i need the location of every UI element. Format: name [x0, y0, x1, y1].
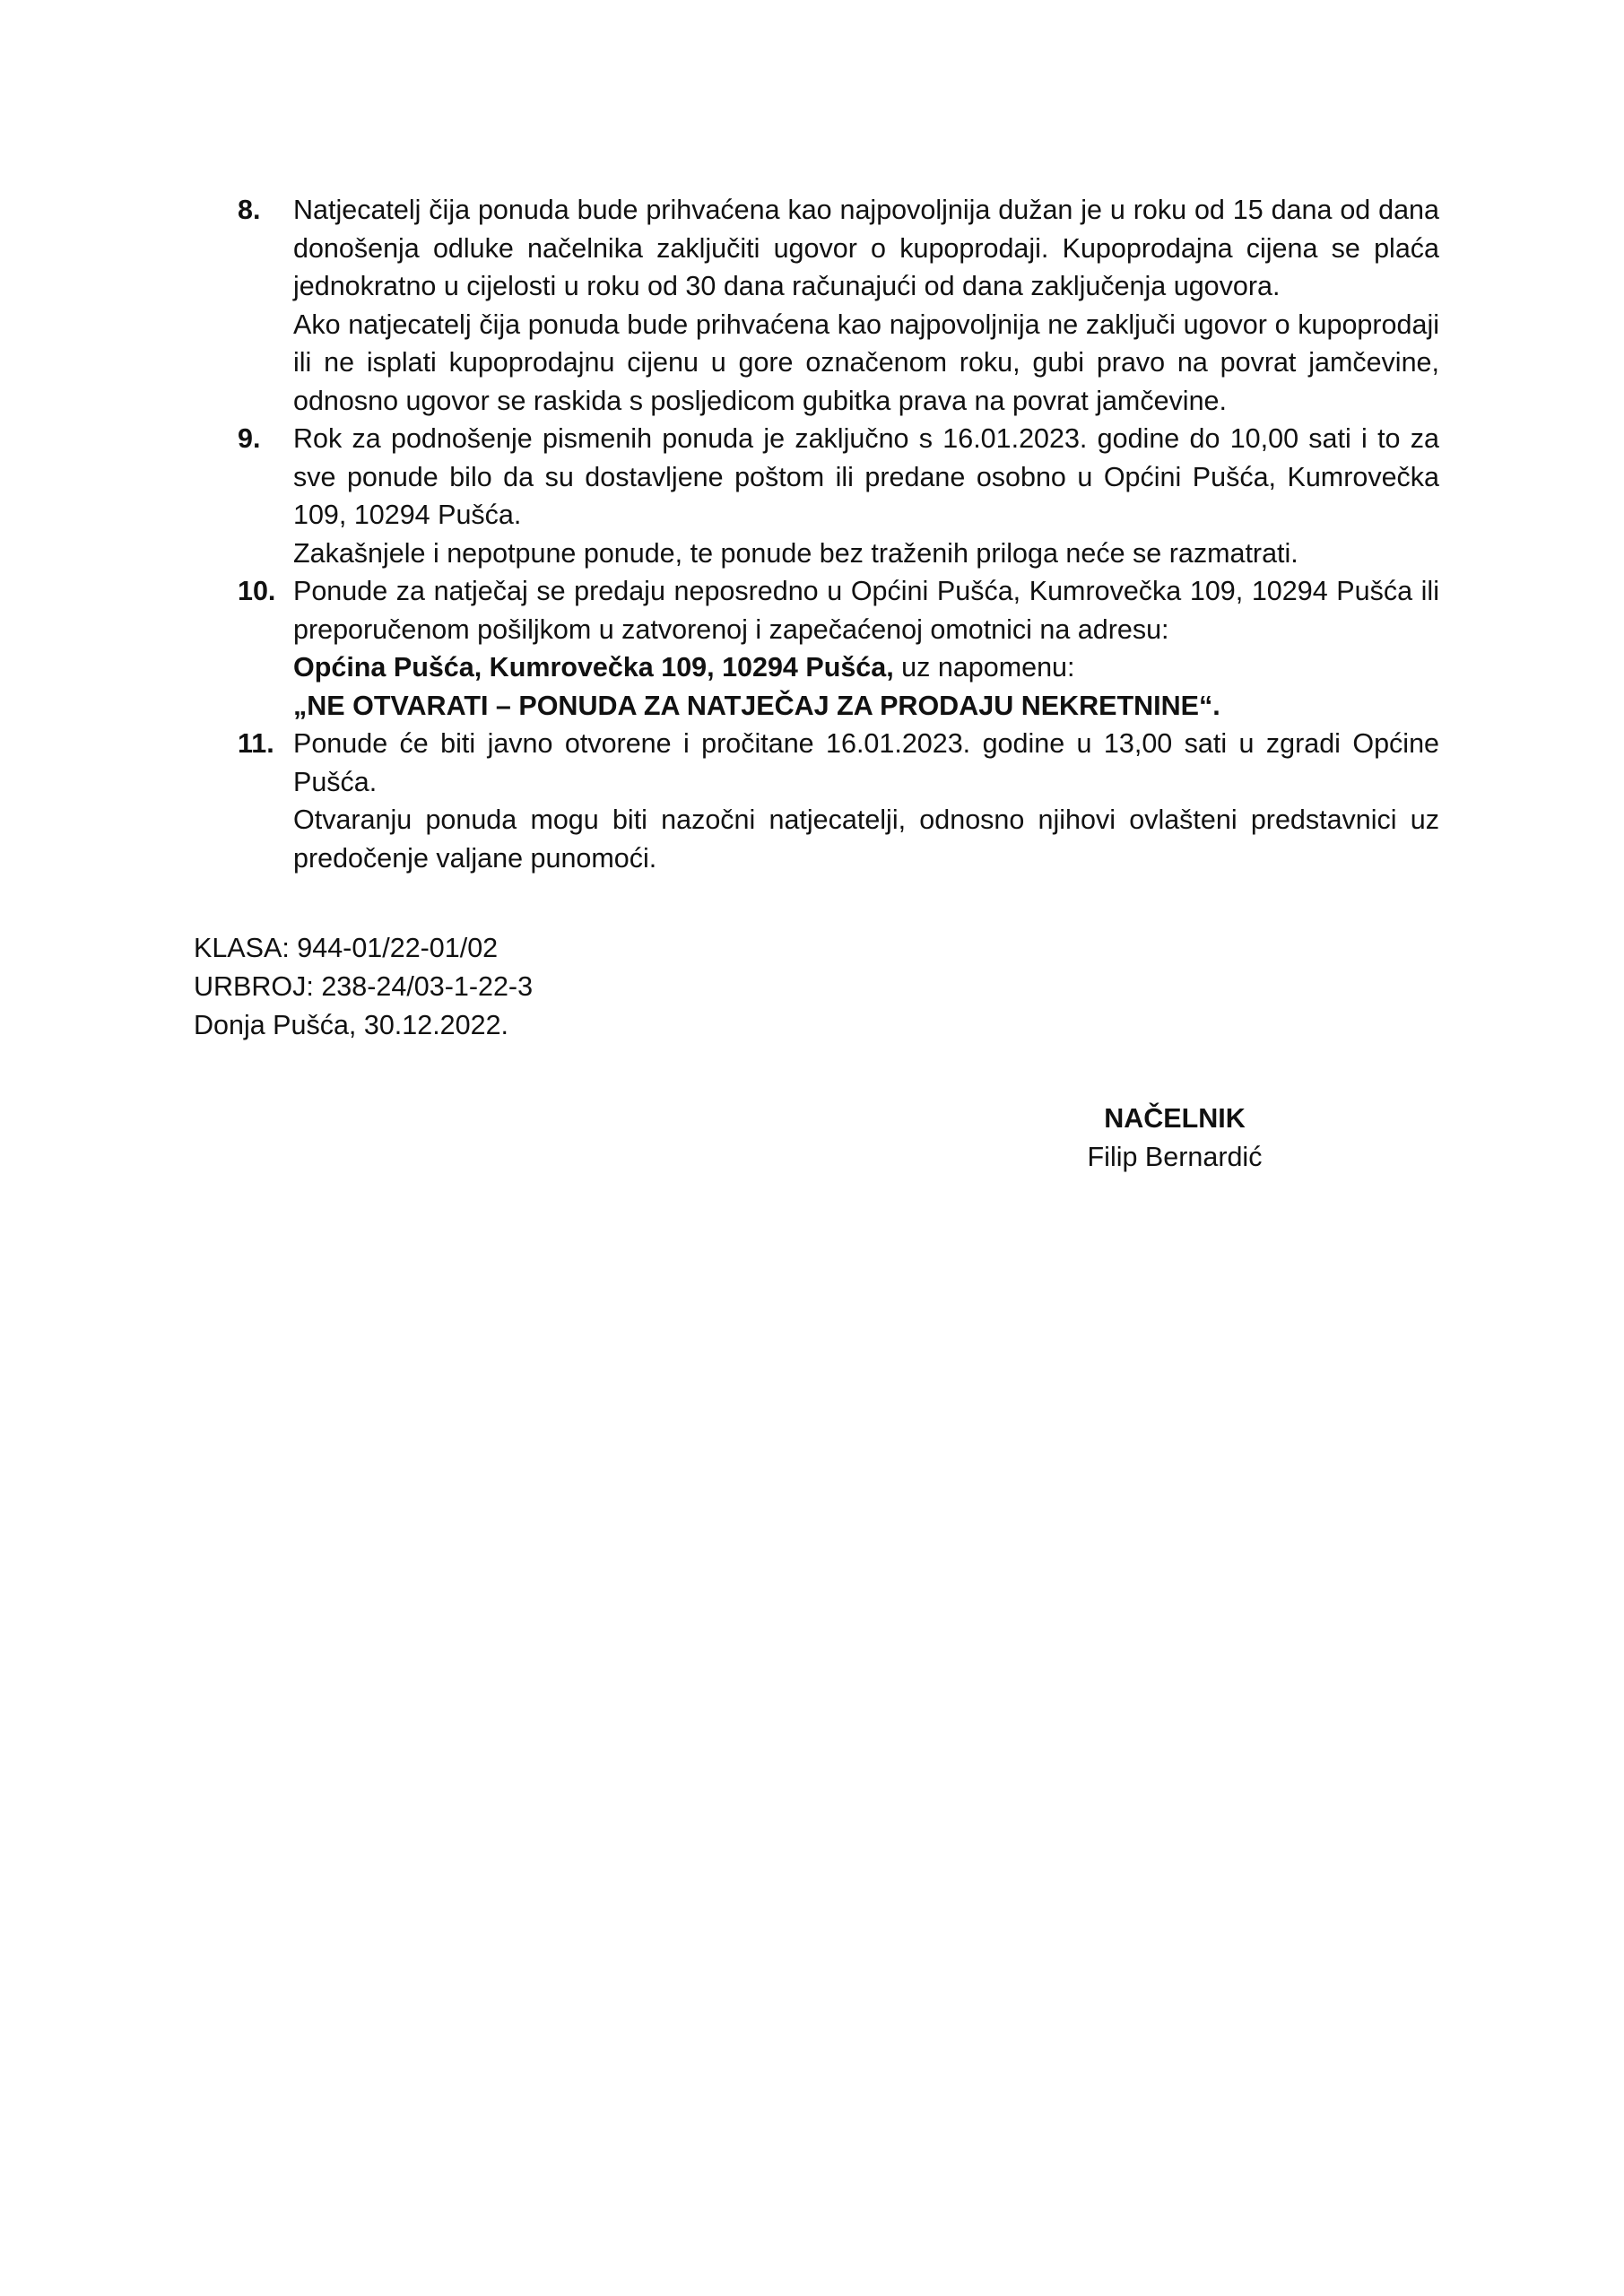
signature-block — [1049, 1100, 1300, 1177]
item-number: 8. — [238, 195, 261, 225]
list-item-11 — [238, 725, 1439, 877]
signature-title: NAČELNIK — [1104, 1103, 1246, 1134]
list-item-10 — [238, 572, 1439, 725]
item-paragraph: Ako natjecatelj čija ponuda bude prihvaćena kao najpovoljnija ne zaključi ugovor o kupoprodaji ili ne isplati kupoprodajnu cijenu u gore označenom roku, gubi pravo na povrat jamčevine, odnosno ugovor se raskida s posljedicom gubitka prava na povrat jamčevine. — [293, 309, 1439, 416]
place-date-line: Donja Pušća, 30.12.2022. — [194, 1010, 509, 1040]
signature-name: Filip Bernardić — [1087, 1142, 1263, 1172]
item-paragraph: Ponude za natječaj se predaju neposredno u Općini Pušća, Kumrovečka 109, 10294 Pušća ili preporučenom pošiljkom u zatvorenoj i zapečaćenoj omotnici na adresu: — [293, 576, 1439, 645]
address-line — [293, 648, 1439, 687]
numbered-list — [238, 191, 1439, 877]
item-paragraph: Zakašnjele i nepotpune ponude, te ponude bez traženih priloga neće se razmatrati. — [293, 537, 1298, 569]
item-paragraph: Otvaranju ponuda mogu biti nazočni natjecatelji, odnosno njihovi ovlašteni predstavnici uz predočenje valjane punomoći. — [293, 804, 1439, 874]
item-paragraph: Ponude će biti javno otvorene i pročitane 16.01.2023. godine u 13,00 sati u zgradi Općine Pušća. — [293, 728, 1439, 797]
document-meta — [194, 929, 533, 1045]
address-bold: Općina Pušća, Kumrovečka 109, 10294 Pušća, — [293, 652, 894, 683]
address-rest: uz napomenu: — [893, 652, 1075, 683]
item-number: 11. — [238, 728, 274, 759]
notice-line: „NE OTVARATI – PONUDA ZA NATJEČAJ ZA PRODAJU NEKRETNINE“. — [293, 690, 1220, 721]
klasa-line: KLASA: 944-01/22-01/02 — [194, 933, 499, 963]
list-item-8 — [238, 191, 1439, 420]
item-paragraph: Rok za podnošenje pismenih ponuda je zaključno s 16.01.2023. godine do 10,00 sati i to za sve ponude bilo da su dostavljene poštom ili predane osobno u Općini Pušća, Kumrovečka 109, 10294 Pušća. — [293, 423, 1439, 530]
item-number: 10. — [238, 576, 276, 606]
list-item-9 — [238, 420, 1439, 572]
item-paragraph: Natjecatelj čija ponuda bude prihvaćena kao najpovoljnija dužan je u roku od 15 dana od dana donošenja odluke načelnika zaključiti ugovor o kupoprodaji. Kupoprodajna cijena se plaća jednokratno u cijelosti u roku od 30 dana računajući od dana zaključenja ugovora. — [293, 195, 1439, 301]
item-number: 9. — [238, 423, 261, 454]
urbroj-line: URBROJ: 238-24/03-1-22-3 — [194, 971, 534, 1002]
